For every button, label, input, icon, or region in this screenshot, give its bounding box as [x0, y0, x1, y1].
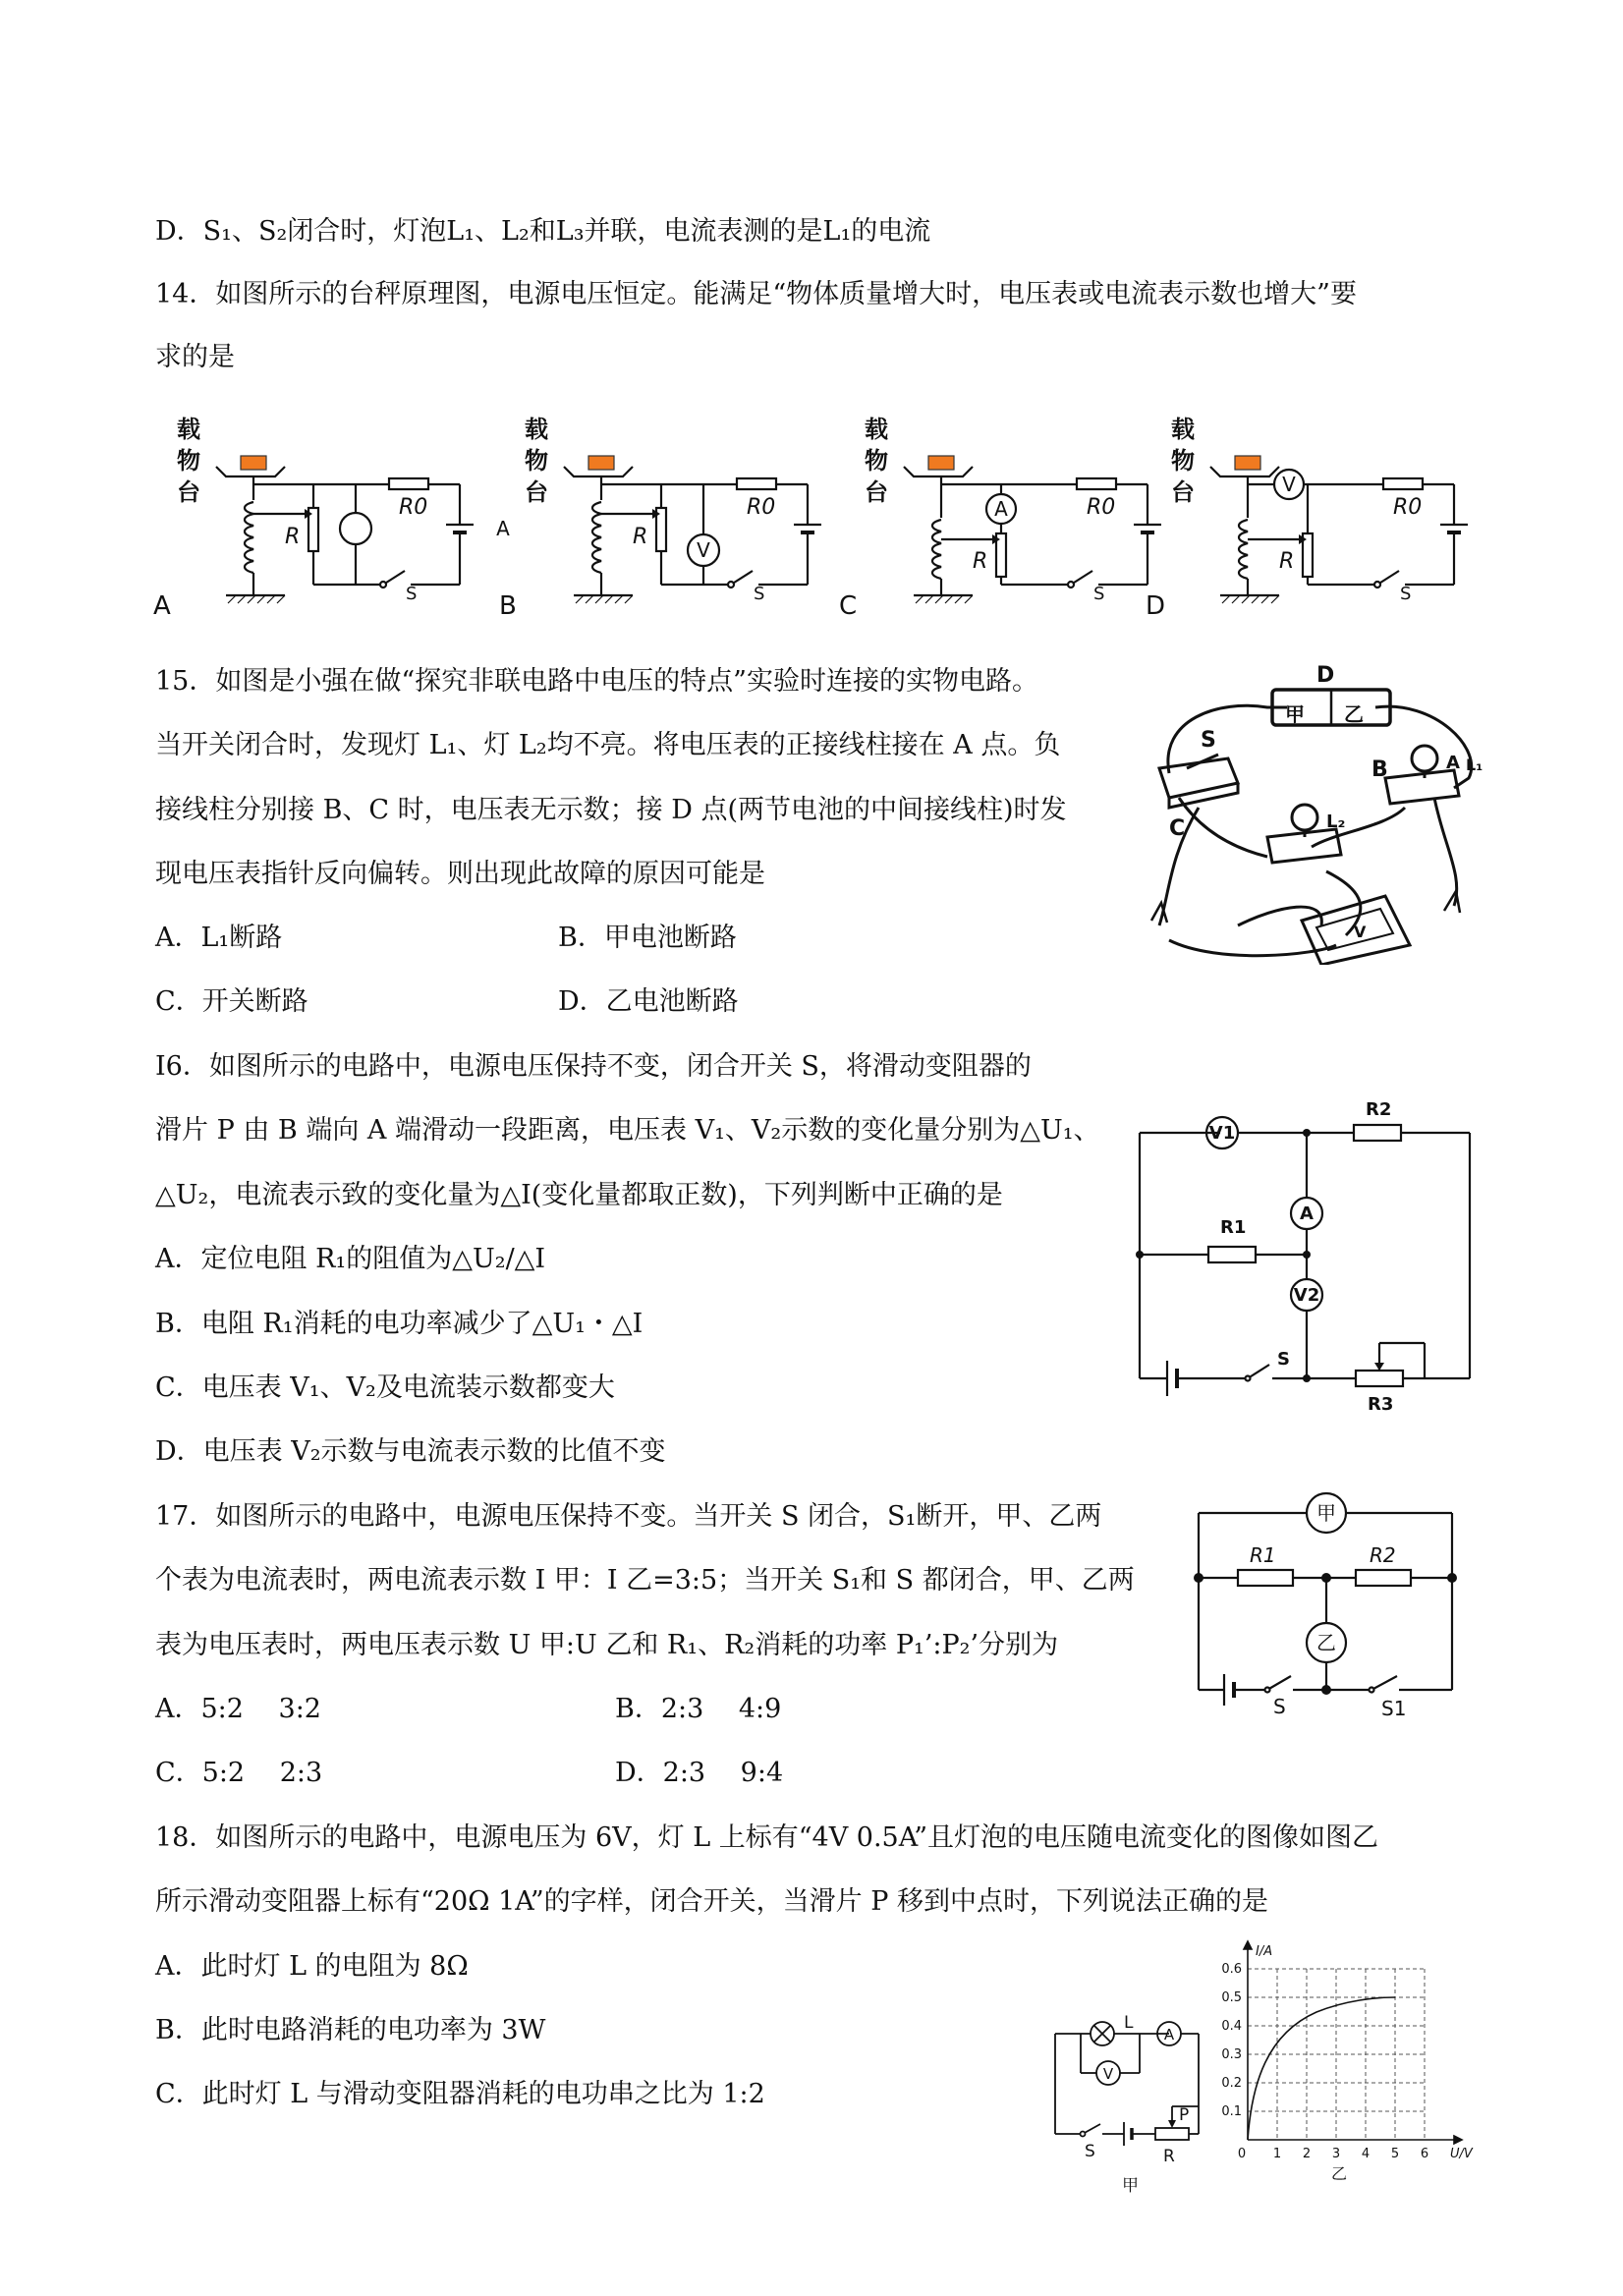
q14-circuit-a [216, 456, 474, 603]
q18-graph-yi-label: 乙 [1331, 2164, 1348, 2181]
q17-option-d: D．2:3 9:4 [615, 1758, 784, 1788]
q18-graph-ytick-0.3: 0.3 [1221, 2047, 1242, 2062]
q17-stem-line-2: 个表为电流表时，两电流表示数 I 甲：I 乙=3:5；当开关 S₁和 S 都闭合，甲、乙两 [155, 1565, 1135, 1596]
q15-fig-v-label: V [1354, 923, 1367, 941]
q13-option-d: D．S₁、S₂闭合时，灯泡L₁、L₂和L₃并联，电流表测的是L₁的电流 [155, 216, 931, 247]
q14-a-switch-label: S [406, 584, 418, 604]
q18-graph-ylabel: I/A [1256, 1944, 1273, 1959]
q18-graph-xtick-6: 6 [1420, 2147, 1429, 2161]
q14-a-ammeter-label: A [496, 517, 510, 540]
q18-stem-line-1: 18．如图所示的电路中，电源电压为 6V，灯 L 上标有“4V 0.5A”且灯泡的电压随电流变化的图像如图乙 [155, 1822, 1379, 1853]
q18-graph-ytick-0.1: 0.1 [1221, 2104, 1242, 2119]
q14-b-switch-label: S [754, 584, 765, 604]
q16-fig-v2-label: V2 [1293, 1285, 1320, 1306]
q18-graph-xtick-1: 1 [1272, 2147, 1282, 2161]
q14-c-r-label: R [973, 549, 988, 574]
q14-stem-line-1: 14．如图所示的台秤原理图，电源电压恒定。能满足“物体质量增大时，电压表或电流表示数也增大”要 [155, 279, 1357, 309]
q15-fig-a-label: A [1446, 753, 1460, 773]
q14-c-platform-3: 台 [865, 478, 888, 506]
q15-stem-line-2: 当开关闭合时，发现灯 L₁、灯 L₂均不亮。将电压表的正接线柱接在 A 点。负 [155, 730, 1061, 760]
q15-option-d: D．乙电池断路 [558, 986, 739, 1017]
q14-a-r-label: R [285, 525, 301, 549]
q18-fig-v-label: V [1102, 2065, 1114, 2083]
q17-fig-yi-label: 乙 [1316, 1631, 1336, 1654]
q16-option-c: C．电压表 V₁、V₂及电流装示数都变大 [155, 1372, 615, 1403]
q18-graph-xtick-5: 5 [1390, 2147, 1400, 2161]
q18-option-a: A．此时灯 L 的电阻为 8Ω [155, 1951, 469, 1982]
q14-option-letter-b: B [499, 591, 517, 621]
q14-d-platform-1: 载 [1171, 416, 1195, 443]
q16-figure [1130, 1086, 1493, 1420]
q14-circuit-c [904, 456, 1161, 603]
q15-fig-d-label: D [1316, 663, 1335, 688]
q16-stem-line-3: △U₂，电流表示致的变化量为△I(变化量都取正数)，下列判断中正确的是 [155, 1180, 1003, 1210]
q14-figure [147, 408, 1503, 624]
q15-option-c: C．开关断路 [155, 986, 308, 1017]
q15-stem-line-1: 15．如图是小强在做“探究非联电路中电压的特点”实验时连接的实物电路。 [155, 666, 1038, 697]
q18-graph-xlabel: U/V [1450, 2147, 1473, 2161]
q15-fig-l1-label: L₁ [1466, 756, 1483, 774]
q17-fig-s1-label: S1 [1381, 1697, 1407, 1719]
q18-option-b: B．此时电路消耗的电功率为 3W [155, 2015, 546, 2045]
q14-circuit-d [1210, 456, 1468, 603]
q17-stem-line-3: 表为电压表时，两电压表示数 U 甲:U 乙和 R₁、R₂消耗的功率 P₁’:P₂’分别为 [155, 1630, 1059, 1660]
q14-a-platform-1: 载 [177, 416, 200, 443]
q15-fig-yi-label: 乙 [1344, 702, 1364, 726]
q15-option-a: A．L₁断路 [155, 923, 283, 953]
q14-c-platform-1: 载 [865, 416, 888, 443]
q16-fig-v1-label: V1 [1208, 1123, 1236, 1144]
q14-d-r-label: R [1279, 549, 1295, 574]
q15-fig-jia-label: 甲 [1285, 702, 1305, 726]
q16-stem-line-1: I6．如图所示的电路中，电源电压保持不变，闭合开关 S，将滑动变阻器的 [155, 1051, 1032, 1082]
q18-graph-ytick-0.6: 0.6 [1221, 1962, 1242, 1977]
q16-fig-s-label: S [1277, 1349, 1290, 1370]
q16-option-d: D．电压表 V₂示数与电流表示数的比值不变 [155, 1436, 666, 1467]
q14-c-switch-label: S [1093, 584, 1105, 604]
q18-fig-l-label: L [1124, 2013, 1134, 2033]
q15-fig-l2-label: L₂ [1326, 812, 1346, 832]
q14-b-platform-2: 物 [525, 447, 548, 475]
q17-option-b: B．2:3 4:9 [615, 1694, 782, 1724]
q18-circuit-jia [1041, 2004, 1218, 2201]
q18-option-c: C．此时灯 L 与滑动变阻器消耗的电功串之比为 1:2 [155, 2079, 765, 2109]
q15-figure [1140, 660, 1493, 965]
q15-stem-line-4: 现电压表指针反向偏转。则出现此故障的原因可能是 [155, 859, 765, 889]
q18-fig-a-label: A [1163, 2026, 1175, 2044]
q14-d-platform-2: 物 [1171, 447, 1195, 475]
q14-d-switch-label: S [1400, 584, 1412, 604]
q14-d-platform-3: 台 [1171, 478, 1195, 506]
q16-option-a: A．定位电阻 R₁的阻值为△U₂/△I [155, 1244, 546, 1274]
q17-option-c: C．5:2 2:3 [155, 1758, 323, 1788]
q16-fig-r1-label: R1 [1220, 1217, 1247, 1238]
q18-graph-xtick-0: 0 [1237, 2147, 1247, 2161]
q17-fig-s-label: S [1273, 1695, 1286, 1718]
q14-b-platform-3: 台 [525, 478, 548, 506]
q16-fig-a-label: A [1300, 1204, 1314, 1224]
q17-fig-jia-label: 甲 [1316, 1501, 1336, 1525]
q15-fig-s-label: S [1201, 728, 1216, 753]
q15-stem-line-3: 接线柱分别接 B、C 时，电压表无示数；接 D 点(两节电池的中间接线柱)时发 [155, 795, 1067, 825]
q14-stem-line-2: 求的是 [155, 342, 235, 372]
q14-a-platform-3: 台 [177, 478, 200, 506]
q16-fig-r3-label: R3 [1368, 1394, 1394, 1415]
q15-option-b: B．甲电池断路 [558, 923, 737, 953]
q14-option-letter-c: C [839, 591, 858, 621]
q17-figure [1189, 1484, 1474, 1719]
q14-d-r0-label: R0 [1393, 495, 1423, 520]
q15-fig-c-label: C [1169, 816, 1186, 841]
q18-graph-ytick-0.2: 0.2 [1221, 2076, 1242, 2091]
q14-c-ammeter-label: A [994, 497, 1008, 521]
q18-fig-r-label: R [1163, 2147, 1175, 2166]
q14-a-r0-label: R0 [399, 495, 428, 520]
q18-stem-line-2: 所示滑动变阻器上标有“20Ω 1A”的字样，闭合开关，当滑片 P 移到中点时，下列说法正确的是 [155, 1886, 1268, 1917]
q18-graph-yi [1218, 1935, 1474, 2181]
q16-stem-line-2: 滑片 P 由 B 端向 A 端滑动一段距离，电压表 V₁、V₂示数的变化量分别为△U₁、 [155, 1115, 1100, 1146]
q15-fig-b-label: B [1371, 757, 1388, 782]
q14-b-voltmeter-label: V [697, 538, 710, 562]
q14-option-letter-a: A [153, 591, 171, 621]
q14-b-r-label: R [633, 525, 648, 549]
q18-fig-jia-label: 甲 [1122, 2176, 1139, 2196]
q14-circuit-b [564, 456, 821, 603]
q18-graph-ytick-0.4: 0.4 [1221, 2019, 1242, 2034]
q14-b-platform-1: 载 [525, 416, 548, 443]
q18-graph-xtick-3: 3 [1331, 2147, 1341, 2161]
q16-option-b: B．电阻 R₁消耗的电功率减少了△U₁・△I [155, 1309, 644, 1339]
q14-c-r0-label: R0 [1087, 495, 1116, 520]
q18-fig-p-label: P [1179, 2105, 1190, 2125]
q14-a-platform-2: 物 [177, 447, 200, 475]
q17-option-a: A．5:2 3:2 [155, 1694, 321, 1724]
q18-fig-s-label: S [1085, 2142, 1095, 2161]
q17-fig-r2-label: R2 [1370, 1543, 1396, 1567]
q18-graph-ytick-0.5: 0.5 [1221, 1990, 1242, 2005]
q14-option-letter-d: D [1146, 591, 1166, 621]
q18-graph-xtick-2: 2 [1302, 2147, 1312, 2161]
q14-d-voltmeter-label: V [1282, 473, 1296, 496]
q14-c-platform-2: 物 [865, 447, 888, 475]
q17-fig-r1-label: R1 [1250, 1543, 1276, 1567]
q18-graph-xtick-4: 4 [1361, 2147, 1371, 2161]
q14-b-r0-label: R0 [747, 495, 776, 520]
q17-stem-line-1: 17．如图所示的电路中，电源电压保持不变。当开关 S 闭合，S₁断开，甲、乙两 [155, 1501, 1102, 1532]
q16-fig-r2-label: R2 [1366, 1099, 1392, 1120]
